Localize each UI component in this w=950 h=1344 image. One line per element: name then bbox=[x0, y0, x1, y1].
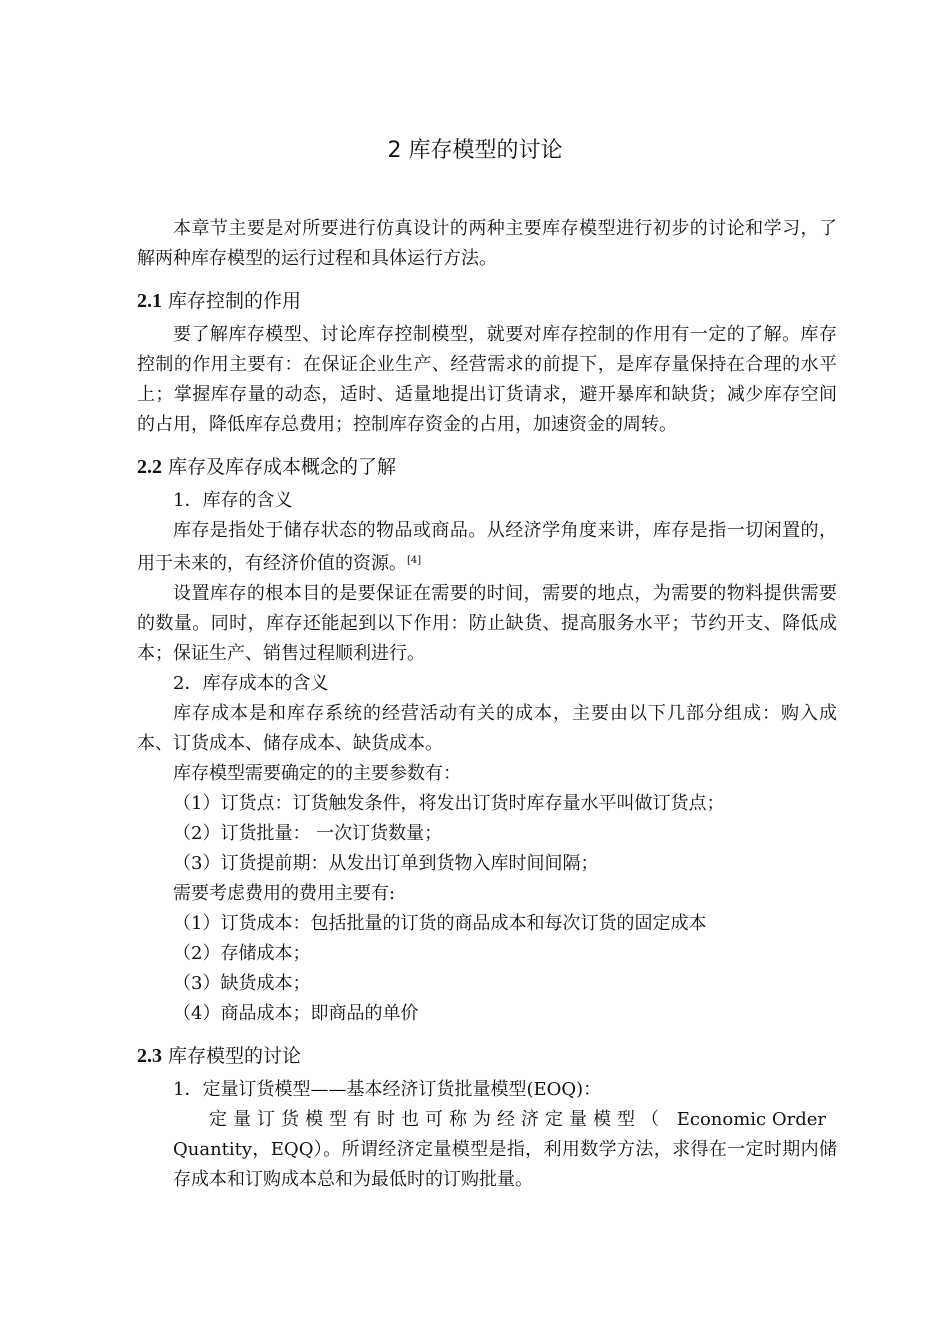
paragraph-text: 库存是指处于储存状态的物品或商品。从经济学角度来讲，库存是指一切闲置的，用于未来的，有经济价值的资源。 bbox=[137, 520, 837, 574]
sec22-item-2: 2．库存成本的含义 bbox=[173, 673, 329, 694]
section-number: 2.1 bbox=[137, 290, 162, 312]
section-heading-2-2 bbox=[137, 452, 837, 482]
citation-ref: [4] bbox=[407, 555, 422, 566]
param-item: （2）订货批量： 一次订货数量； bbox=[173, 823, 443, 844]
eoq-paragraph bbox=[137, 1105, 837, 1195]
section-heading-2-3 bbox=[137, 1041, 837, 1071]
section-heading-2-1 bbox=[137, 286, 837, 316]
eoq-text-cn: 定量订货模型有时也可称为经济定量模型（ bbox=[209, 1109, 665, 1130]
sec22-paragraph-3: 库存成本是和库存系统的经营活动有关的成本，主要由以下几部分组成：购入成本、订货成本、储存成本、缺货成本。 bbox=[137, 703, 837, 754]
page-title: 2 库存模型的讨论 bbox=[387, 138, 563, 163]
intro-paragraph: 本章节主要是对所要进行仿真设计的两种主要库存模型进行初步的讨论和学习，了解两种库存模型的运行过程和具体运行方法。 bbox=[137, 218, 837, 269]
section-title: 库存控制的作用 bbox=[168, 290, 302, 312]
eoq-line-1 bbox=[173, 1105, 837, 1135]
sec21-paragraph: 要了解库存模型、讨论库存控制模型，就要对库存控制的作用有一定的了解。库存控制的作用主要有：在保证企业生产、经营需求的前提下，是库存量保持在合理的水平上；掌握库存量的动态，适时、适量地提出订货请求，避开暴库和缺货；减少库存空间的占用，降低库存总费用；控制库存资金的占用，加速资金的周转。 bbox=[137, 324, 837, 435]
cost-item: （4）商品成本；即商品的单价 bbox=[173, 1003, 419, 1024]
section-number: 2.3 bbox=[137, 1045, 162, 1067]
sec22-paragraph-5: 需要考虑费用的费用主要有: bbox=[173, 883, 396, 904]
param-item: （3）订货提前期：从发出订单到货物入库时间间隔； bbox=[173, 853, 599, 874]
cost-item: （2）存储成本； bbox=[173, 943, 311, 964]
sec22-paragraph-2: 设置库存的根本目的是要保证在需要的时间，需要的地点，为需要的物料提供需要的数量。同时，库存还能起到以下作用：防止缺货、提高服务水平；节约开支、降低成本；保证生产、销售过程顺利进行。 bbox=[137, 583, 837, 664]
sec22-item-1: 1．库存的含义 bbox=[173, 490, 293, 511]
section-title: 库存模型的讨论 bbox=[168, 1045, 302, 1067]
cost-item: （1）订货成本：包括批量的订货的商品成本和每次订货的固定成本 bbox=[173, 913, 707, 934]
sec22-paragraph-1 bbox=[137, 516, 837, 579]
param-item: （1）订货点：订货触发条件，将发出订货时库存量水平叫做订货点； bbox=[173, 793, 725, 814]
sec23-item-1: 1．定量订货模型——基本经济订货批量模型(EOQ)： bbox=[173, 1079, 602, 1100]
section-number: 2.2 bbox=[137, 456, 162, 478]
cost-item: （3）缺货成本； bbox=[173, 973, 311, 994]
sec22-paragraph-4: 库存模型需要确定的的主要参数有： bbox=[173, 763, 461, 784]
eoq-text-rest: Quantity，EQQ）。所谓经济定量模型是指，利用数学方法，求得在一定时期内储存成本和订购成本总和为最低时的订购批量。 bbox=[173, 1139, 837, 1190]
eoq-text-en: Economic Order bbox=[676, 1109, 826, 1130]
document-body bbox=[137, 214, 837, 1195]
section-title: 库存及库存成本概念的了解 bbox=[168, 456, 397, 478]
